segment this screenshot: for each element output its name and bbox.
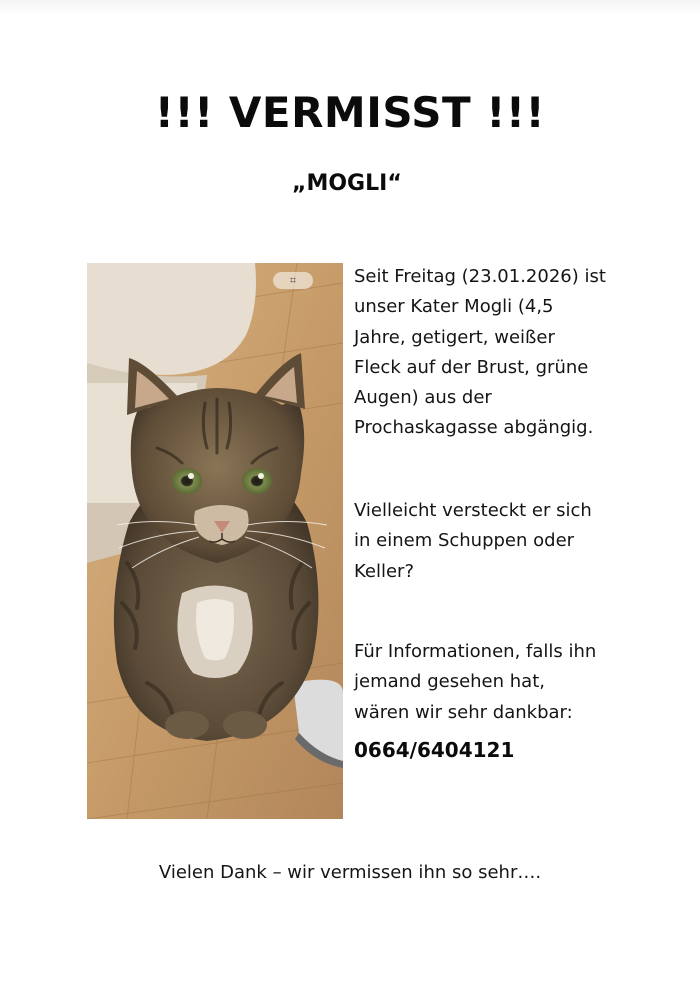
hiding-line: Keller? <box>354 560 415 582</box>
cat-name: „MOGLI“ <box>292 171 402 196</box>
contact-line: jemand gesehen hat, <box>354 671 545 693</box>
description-line: Prochaskagasse abgängig. <box>354 417 594 439</box>
description-line: unser Kater Mogli (4,5 <box>354 296 554 318</box>
crop-icon: ⌗ <box>273 272 313 289</box>
poster-title: !!! VERMISST !!! <box>154 88 546 137</box>
hiding-line: in einem Schuppen oder <box>354 530 575 552</box>
cat-photo-illustration <box>87 263 343 819</box>
hiding-guess-paragraph <box>354 496 654 587</box>
description-line: Jahre, getigert, weißer <box>354 326 555 348</box>
contact-line: wären wir sehr dankbar: <box>354 701 573 723</box>
description-paragraph <box>354 262 654 444</box>
cat-photo <box>87 263 343 819</box>
description-line: Seit Freitag (23.01.2026) ist <box>354 266 606 287</box>
contact-request-paragraph <box>354 637 654 728</box>
description-line: Augen) aus der <box>354 387 492 409</box>
phone-number: 0664/6404121 <box>354 738 515 762</box>
description-line: Fleck auf der Brust, grüne <box>354 356 589 378</box>
thank-you-footer: Vielen Dank – wir vermissen ihn so sehr…. <box>158 862 542 883</box>
hiding-line: Vielleicht versteckt er sich <box>354 500 592 521</box>
contact-line: Für Informationen, falls ihn <box>354 641 597 662</box>
